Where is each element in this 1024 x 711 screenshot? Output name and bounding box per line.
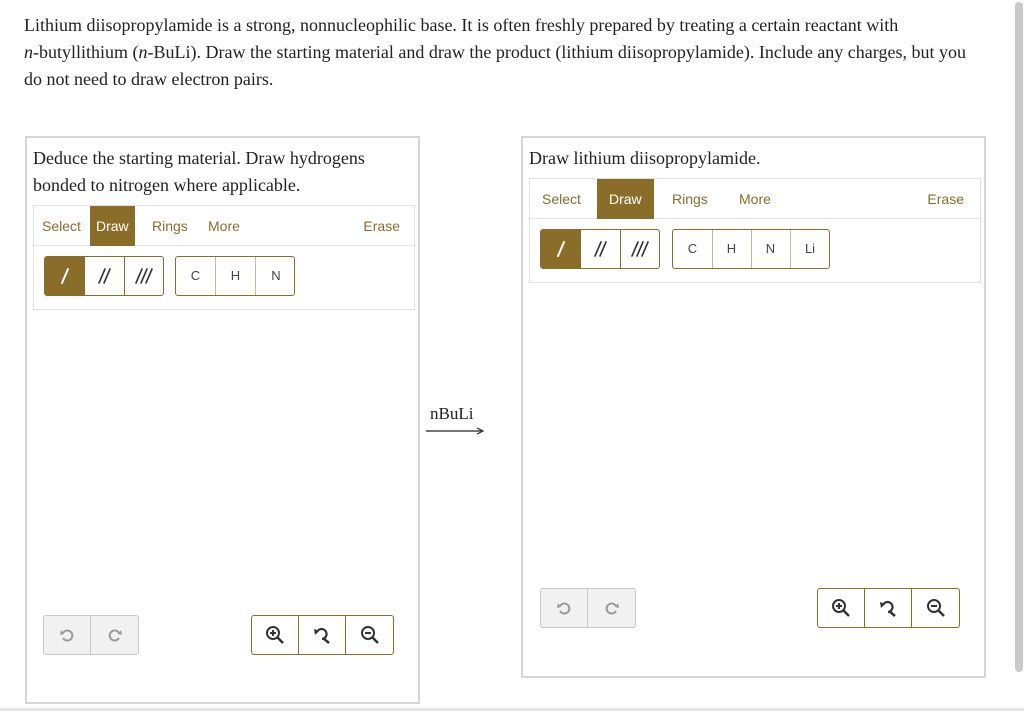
zoom-out-button[interactable] [346,616,393,654]
question-part1: Lithium diisopropylamide is a strong, nonnucleophilic base. It is often freshly prepared by treating a certain reactant with [24,15,899,35]
triple-bond-button[interactable] [621,230,660,268]
single-bond-button[interactable] [45,257,85,295]
undo-button[interactable] [541,589,588,627]
zoom-reset-icon [878,598,898,618]
tab-more[interactable]: More [208,218,240,234]
zoom-in-button[interactable] [252,616,299,654]
scrollbar-thumb[interactable] [1015,2,1023,672]
product-prompt: Draw lithium diisopropylamide. [529,148,761,168]
reaction-arrow-icon [425,425,485,437]
atom-n-button[interactable]: N [271,268,281,283]
undo-icon [556,600,572,616]
history-controls [540,588,636,628]
page-scrollbar[interactable] [1014,0,1024,711]
drawing-toolbar [529,178,981,283]
atom-c-button[interactable]: C [673,230,713,268]
zoom-in-icon [831,598,851,618]
triple-bond-button[interactable] [125,257,164,295]
zoom-reset-button[interactable] [299,616,346,654]
tab-erase[interactable]: Erase [363,218,400,234]
starting-material-prompt: Deduce the starting material. Draw hydrogens bonded to nitrogen where applicable. [33,148,365,195]
zoom-reset-icon [312,625,332,645]
double-bond-icon [592,239,610,259]
atom-tools [672,229,830,269]
question-italic-n-2: n [138,42,148,62]
atom-h-button[interactable]: H [216,257,256,295]
single-bond-button[interactable] [541,230,581,268]
zoom-in-icon [265,625,285,645]
question-part3: -BuLi). Draw the starting material and draw the product (lithium diisopropylamide). Include any charges, but you do not need to draw electron pairs. [24,42,966,89]
triple-bond-icon [630,239,652,259]
triple-bond-icon [134,266,156,286]
tab-draw[interactable]: Draw [597,179,654,219]
zoom-out-icon [926,598,946,618]
double-bond-button[interactable] [581,230,621,268]
tab-draw[interactable]: Draw [90,206,135,246]
zoom-reset-button[interactable] [865,589,912,627]
double-bond-icon [96,266,114,286]
bond-tools [540,229,660,269]
question-italic-n-1: n [24,42,33,62]
zoom-controls [251,615,394,655]
atom-n-button[interactable]: N [751,230,791,268]
zoom-in-button[interactable] [818,589,865,627]
tab-rings[interactable]: Rings [672,191,708,207]
drawing-toolbar [33,205,415,310]
toolbar-tabs [34,206,414,246]
single-bond-icon [57,266,73,286]
tab-rings[interactable]: Rings [152,218,188,234]
history-controls [43,615,139,655]
redo-button[interactable] [91,616,138,654]
tab-select[interactable]: Select [542,191,581,207]
single-bond-icon [553,239,569,259]
question-text [24,12,984,93]
double-bond-button[interactable] [85,257,125,295]
zoom-controls [817,588,960,628]
undo-icon [59,627,75,643]
redo-icon [107,627,123,643]
atom-c-button[interactable]: C [176,257,216,295]
atom-h-button[interactable]: H [712,230,752,268]
question-part2: -butyllithium ( [33,42,139,62]
zoom-out-button[interactable] [912,589,959,627]
reagent-label: nBuLi [430,404,474,423]
atom-li-button[interactable]: Li [804,241,816,256]
tab-erase[interactable]: Erase [927,191,964,207]
undo-button[interactable] [44,616,91,654]
toolbar-tabs [530,179,980,219]
redo-icon [604,600,620,616]
atom-tools [175,256,295,296]
tab-select[interactable]: Select [42,218,81,234]
bond-tools [44,256,164,296]
zoom-out-icon [360,625,380,645]
tab-more[interactable]: More [739,191,771,207]
starting-material-panel [25,136,420,704]
product-panel [521,136,986,678]
redo-button[interactable] [588,589,635,627]
